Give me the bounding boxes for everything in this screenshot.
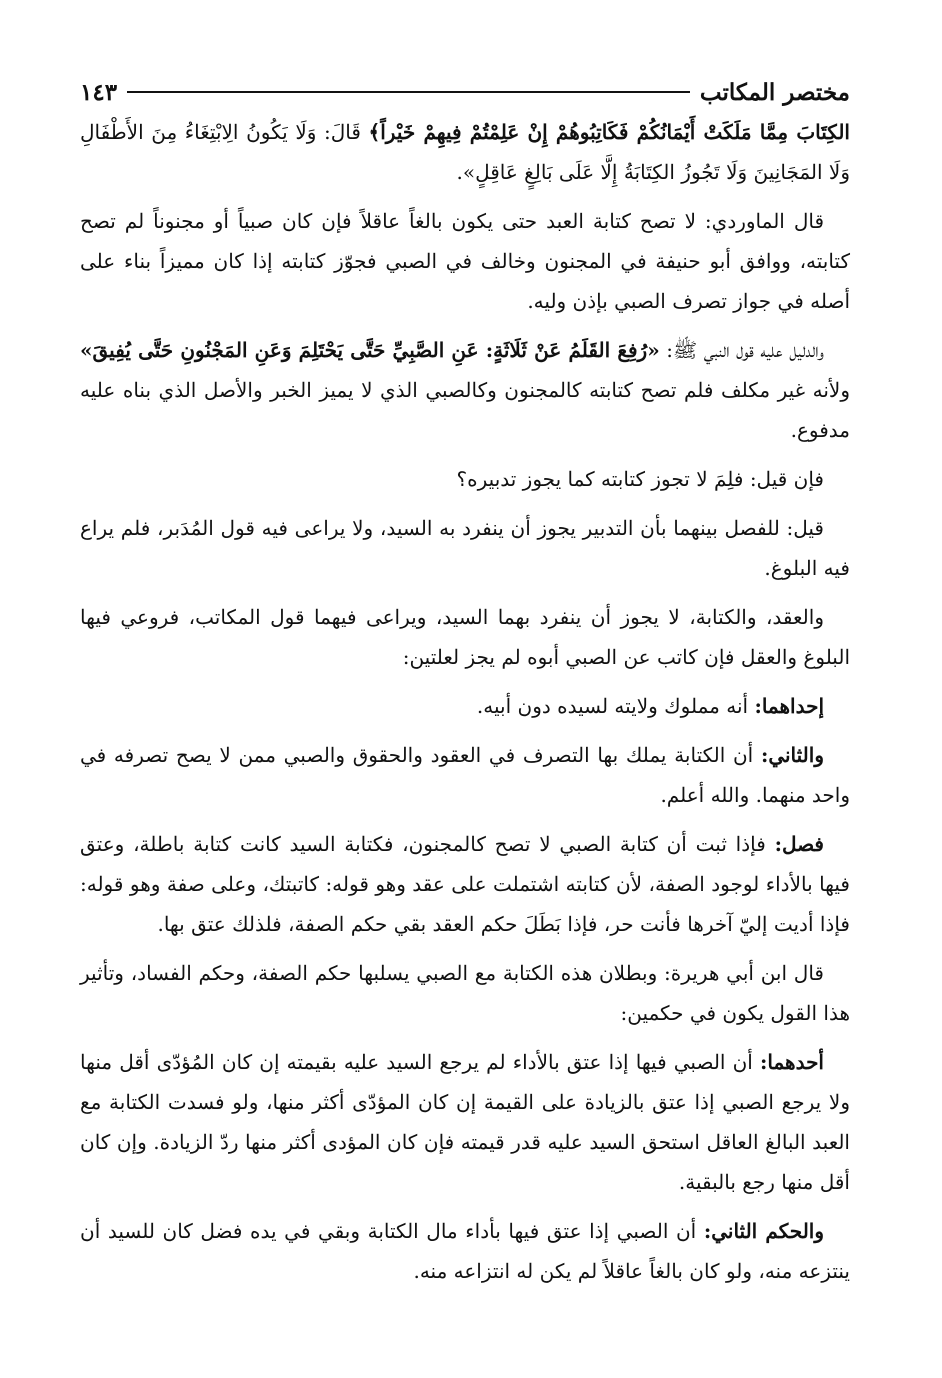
paragraph-text: قَالَ: وَلَا يَكُونُ الِابْتِغَاءُ مِنَ الأَطْفَالِ وَلَا المَجَانِينَ وَلَا تَجُوزُ الكِتَابَةُ إِلَّا عَلَى بَالِغٍ عَاقِلٍ». <box>80 120 850 184</box>
body-text <box>80 112 850 1291</box>
paragraph-reason-one <box>80 686 850 726</box>
paragraph-section <box>80 824 850 944</box>
paragraph-text: فإن قيل: فلِمَ لا تجوز كتابته كما يجوز تدبيره؟ <box>456 467 824 491</box>
paragraph-evidence <box>80 330 850 450</box>
paragraph-lead: والثاني: <box>760 743 824 767</box>
paragraph-text: فإذا ثبت أن كتابة الصبي لا تصح كالمجنون، فكتابة السيد كانت كتابة باطلة، وعتق فيها بالأداء لوجود الصفة، لأن كتابته اشتملت على عقد وهو قوله: كاتبتك، وعلى صفة وهو قوله: فإذا أديت إليّ آخرها فأنت حر، فإذا بَطَلَ حكم العقد بقي حكم الصفة، فلذلك عتق بها. <box>80 832 850 936</box>
paragraph-lead: والحكم الثاني: <box>703 1219 824 1243</box>
paragraph-text: قال ابن أبي هريرة: وبطلان هذه الكتابة مع الصبي يسلبها حكم الصفة، وحكم الفساد، وتأثير هذا القول يكون في حكمين: <box>80 961 850 1025</box>
paragraph-lead: إحداهما: <box>754 694 824 718</box>
paragraph-text: قيل: للفصل بينهما بأن التدبير يجوز أن ينفرد به السيد، ولا يراعى فيه قول المُدَبر، فلم يراع فيه البلوغ. <box>80 516 850 580</box>
running-header <box>80 72 850 112</box>
paragraph-answer <box>80 508 850 588</box>
paragraph-text: أن الصبي فيها إذا عتق بالأداء لم يرجع السيد عليه بقيمته إن كان المُؤدّى أقل منها ولا يرجع الصبي إذا عتق بالزيادة على القيمة إن كان المؤدّى أكثر منها، ولو فسدت الكتابة مع العبد البالغ العاقل استحق السيد عليه قدر قيمته فإن كان المؤدى أكثر منها ردّ الزيادة. وإن كان أقل منها رجع بالبقية. <box>80 1050 850 1194</box>
paragraph-ruling-two <box>80 1211 850 1291</box>
paragraph-quran-continuation <box>80 112 850 192</box>
paragraph-ruling-one <box>80 1042 850 1202</box>
document-page <box>80 72 850 1362</box>
paragraph-text: أن الصبي إذا عتق فيها بأداء مال الكتابة وبقي في يده فضل كان للسيد أن ينتزعه منه، ولو كان بالغاً عاقلاً لم يكن له انتزاعه منه. <box>80 1219 850 1283</box>
header-rule <box>127 91 690 93</box>
paragraph-contract <box>80 597 850 677</box>
paragraph-lead: أحدهما: <box>759 1050 824 1074</box>
paragraph-ibn-abi-hurayra <box>80 953 850 1033</box>
paragraph-text: أن الكتابة يملك بها التصرف في العقود والحقوق والصبي ممن لا يصح تصرفه في واحد منهما. والله أعلم. <box>80 743 850 807</box>
paragraph-mawardi <box>80 201 850 321</box>
paragraph-text: قال الماوردي: لا تصح كتابة العبد حتى يكون بالغاً عاقلاً فإن كان صبياً أو مجنوناً لم تصح كتابته، ووافق أبو حنيفة في المجنون وخالف في الصبي فجوّز كتابته إذا كان مميزاً بناء على أصله في جواز تصرف الصبي بإذن وليه. <box>80 209 850 313</box>
quran-verse: الكِتَابَ مِمَّا مَلَكَتْ أَيْمَانُكُمْ فَكَاتِبُوهُمْ إِنْ عَلِمْتُمْ فِيهِمْ خَيْراً﴾ <box>368 120 850 144</box>
paragraph-text: والعقد، والكتابة، لا يجوز أن ينفرد بهما السيد، ويراعى فيهما قول المكاتب، فروعي فيها البلوغ والعقل فإن كاتب عن الصبي أبوه لم يجز لعلتين: <box>80 605 850 669</box>
hadith-quote: «رُفِعَ القَلَمُ عَنْ ثَلَاثَةٍ: عَنِ الصَّبِيِّ حَتَّى يَحْتَلِمَ وَعَنِ المَجْنُونِ حَتَّى يُفِيقَ» <box>80 338 660 362</box>
paragraph-text: والدليل عليه قول النبي ﷺ: <box>659 338 824 362</box>
paragraph-reason-two <box>80 735 850 815</box>
paragraph-question <box>80 459 850 499</box>
paragraph-text: ولأنه غير مكلف فلم تصح كتابته كالمجنون وكالصبي الذي لا يميز الخبر والأصل الذي بناه عليه مدفوع. <box>80 378 850 442</box>
page-number: ١٤٣ <box>80 78 118 106</box>
paragraph-text: أنه مملوك ولايته لسيده دون أبيه. <box>476 694 755 718</box>
section-lead: فصل: <box>774 832 824 856</box>
running-title: مختصر المكاتب <box>699 78 850 106</box>
